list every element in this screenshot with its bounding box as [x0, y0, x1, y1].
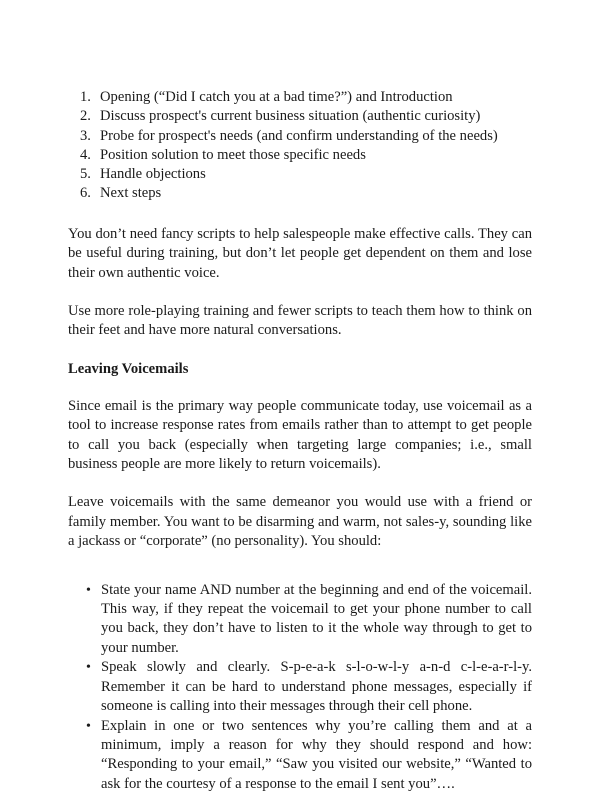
heading-leaving-voicemails: Leaving Voicemails: [68, 360, 532, 379]
paragraph-demeanor: Leave voicemails with the same demeanor you would use with a friend or family member. You want to be disarming and warm, not sales-y, sounding like a jackass or “corporate” (no personality). You should:: [68, 493, 532, 551]
list-item: Handle objections: [68, 165, 532, 184]
paragraph-scripts: You don’t need fancy scripts to help salespeople make effective calls. They can be useful during training, but don’t let people get dependent on them and lose their own authentic voice.: [68, 225, 532, 283]
document-content: [68, 88, 532, 794]
spacer: [68, 341, 532, 360]
list-item: • State your name AND number at the beginning and end of the voicemail. This way, if they repeat the voicemail to get your phone number to call you back, they don’t have to listen to it the whole way through to get to your number.: [68, 581, 532, 659]
list-item: Probe for prospect's needs (and confirm understanding of the needs): [68, 127, 532, 146]
spacer: [68, 379, 532, 397]
list-item: • Speak slowly and clearly. S-p-e-a-k s-l-o-w-l-y a-n-d c-l-e-a-r-l-y. Remember it can be hard to understand phone messages, especially if someone is calling into their messages through their cell phone.: [68, 658, 532, 716]
list-item: Discuss prospect's current business situation (authentic curiosity): [68, 107, 532, 126]
voicemail-tips-list: [68, 581, 532, 794]
list-item: Opening (“Did I catch you at a bad time?”) and Introduction: [68, 88, 532, 107]
paragraph-roleplay: Use more role-playing training and fewer scripts to teach them how to think on their feet and have more natural conversations.: [68, 302, 532, 341]
spacer: [68, 474, 532, 493]
list-item: • Explain in one or two sentences why you’re calling them and at a minimum, imply a reason for why they should respond and how: “Responding to your email,” “Saw you visited our website,” “Wanted to ask for the courtesy of a response to the email I sent you”….: [68, 717, 532, 794]
spacer: [68, 204, 532, 225]
spacer: [68, 552, 532, 581]
spacer: [68, 283, 532, 302]
list-item: Next steps: [68, 184, 532, 203]
sales-call-steps-list: [68, 88, 532, 204]
list-item: Position solution to meet those specific needs: [68, 146, 532, 165]
paragraph-email-primary: Since email is the primary way people communicate today, use voicemail as a tool to increase response rates from emails rather than to attempt to get people to call you back (especially when targeting large companies; i.e., small business people are more likely to return voicemails).: [68, 397, 532, 475]
